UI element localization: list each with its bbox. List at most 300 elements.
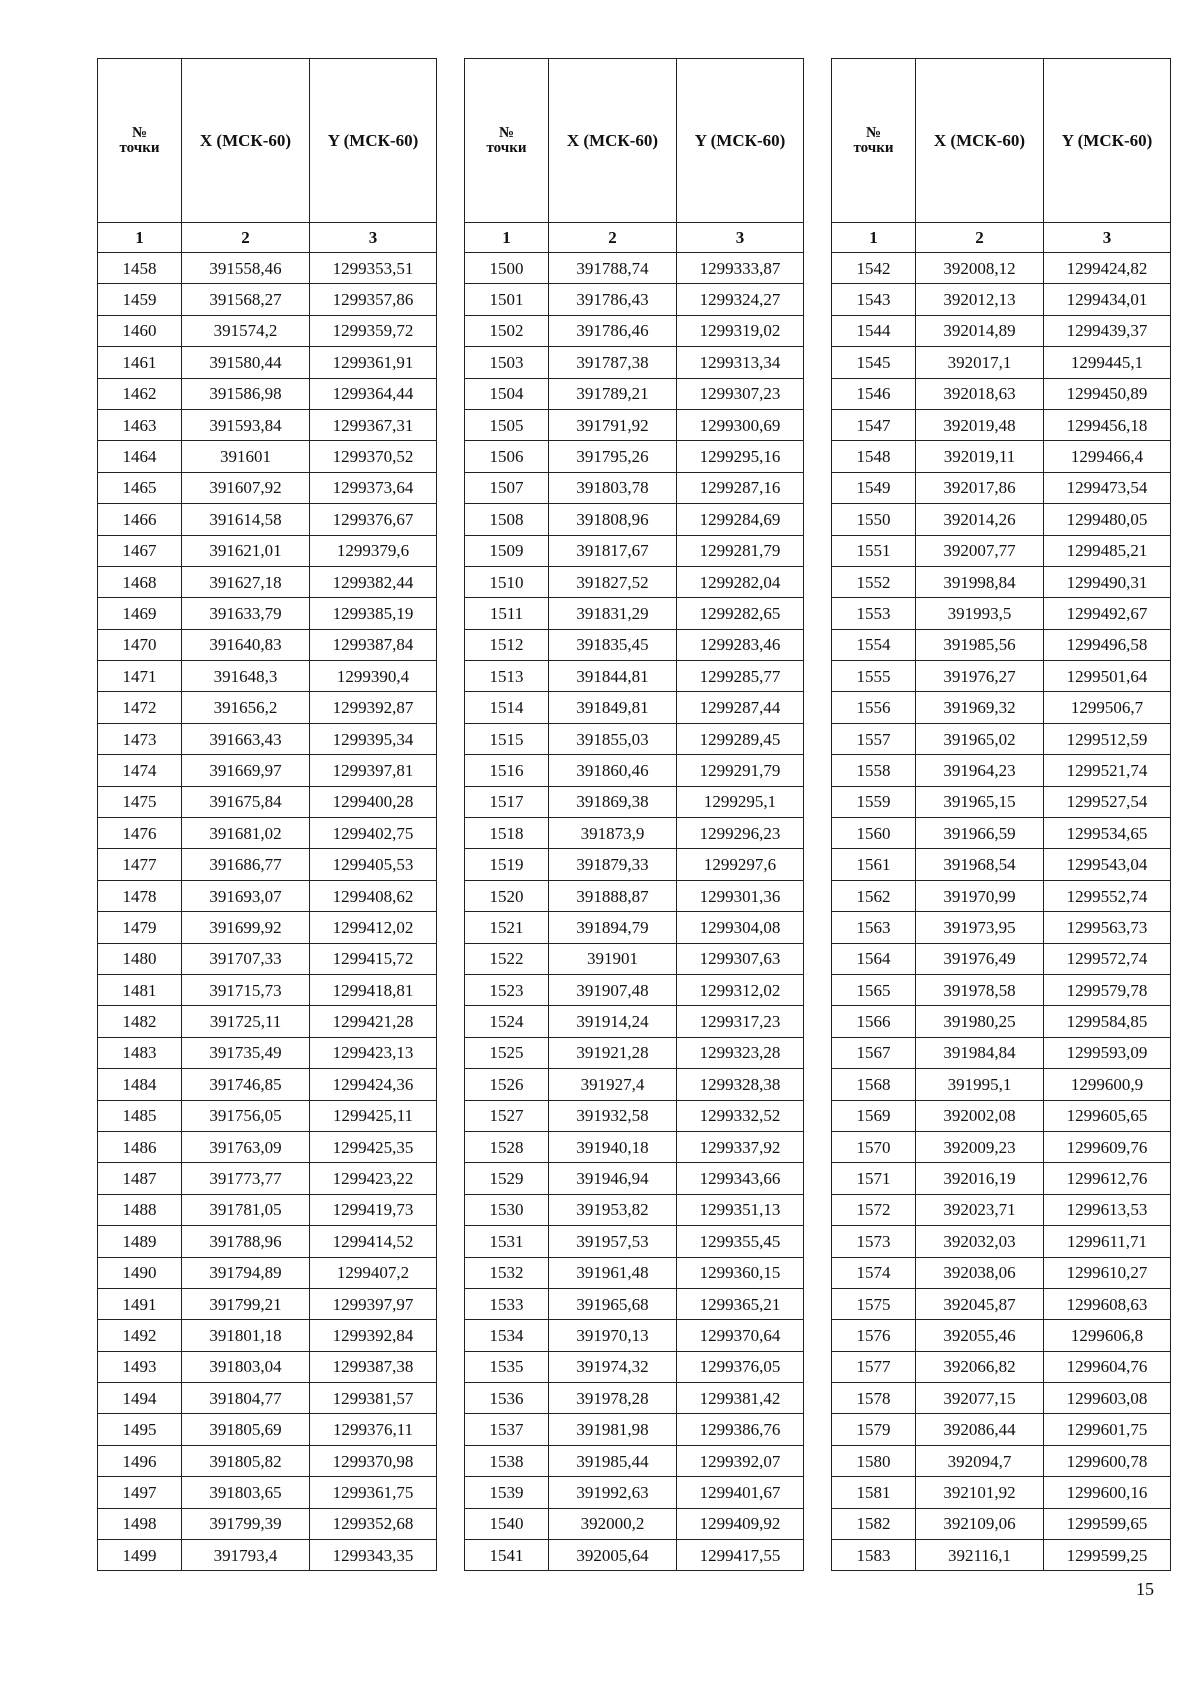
- x-coordinate-cell: 392109,06: [916, 1508, 1044, 1539]
- table-row: [465, 723, 804, 754]
- y-coordinate-cell: 1299610,27: [1044, 1257, 1171, 1288]
- x-coordinate-cell: 391786,43: [549, 284, 677, 315]
- point-number-cell: 1542: [832, 253, 916, 284]
- y-coordinate-cell: 1299387,38: [310, 1351, 437, 1382]
- x-coordinate-cell: 392000,2: [549, 1508, 677, 1539]
- table-row: [98, 504, 437, 535]
- y-coordinate-cell: 1299357,86: [310, 284, 437, 315]
- y-coordinate-cell: 1299370,52: [310, 441, 437, 472]
- x-coordinate-cell: 391844,81: [549, 661, 677, 692]
- point-number-cell: 1582: [832, 1508, 916, 1539]
- point-number-cell: 1522: [465, 943, 549, 974]
- x-coordinate-cell: 391978,28: [549, 1383, 677, 1414]
- table-row: [465, 504, 804, 535]
- table-row: [465, 974, 804, 1005]
- y-coordinate-header: Y (МСК-60): [1044, 59, 1171, 223]
- column-number-1: 1: [465, 223, 549, 253]
- table-row: [98, 1477, 437, 1508]
- table-row: [465, 1226, 804, 1257]
- point-number-cell: 1473: [98, 723, 182, 754]
- y-coordinate-cell: 1299543,04: [1044, 849, 1171, 880]
- y-coordinate-cell: 1299317,23: [677, 1006, 804, 1037]
- x-coordinate-cell: 391973,95: [916, 912, 1044, 943]
- column-number-1: 1: [832, 223, 916, 253]
- x-coordinate-header: X (МСК-60): [182, 59, 310, 223]
- table-row: [832, 1320, 1171, 1351]
- point-number-cell: 1496: [98, 1445, 182, 1476]
- table-row: [832, 441, 1171, 472]
- x-coordinate-cell: 391957,53: [549, 1226, 677, 1257]
- point-number-cell: 1468: [98, 566, 182, 597]
- table-row: [465, 1257, 804, 1288]
- point-number-cell: 1569: [832, 1100, 916, 1131]
- y-coordinate-cell: 1299418,81: [310, 974, 437, 1005]
- y-coordinate-cell: 1299367,31: [310, 409, 437, 440]
- x-coordinate-cell: 391781,05: [182, 1194, 310, 1225]
- x-coordinate-cell: 392094,7: [916, 1445, 1044, 1476]
- table-row: [465, 1540, 804, 1571]
- table-row: [98, 849, 437, 880]
- coordinates-table-3: [831, 58, 1171, 1571]
- y-coordinate-cell: 1299376,11: [310, 1414, 437, 1445]
- x-coordinate-cell: 391965,02: [916, 723, 1044, 754]
- column-number-3: 3: [1044, 223, 1171, 253]
- table-row: [465, 1445, 804, 1476]
- y-coordinate-cell: 1299552,74: [1044, 880, 1171, 911]
- point-number-cell: 1505: [465, 409, 549, 440]
- table-row: [832, 880, 1171, 911]
- x-coordinate-cell: 391953,82: [549, 1194, 677, 1225]
- x-coordinate-cell: 391940,18: [549, 1131, 677, 1162]
- y-coordinate-cell: 1299390,4: [310, 661, 437, 692]
- y-coordinate-cell: 1299402,75: [310, 818, 437, 849]
- x-coordinate-cell: 391969,32: [916, 692, 1044, 723]
- table-row: [465, 472, 804, 503]
- y-coordinate-cell: 1299612,76: [1044, 1163, 1171, 1194]
- y-coordinate-cell: 1299601,75: [1044, 1414, 1171, 1445]
- table-row: [832, 1226, 1171, 1257]
- x-coordinate-cell: 391879,33: [549, 849, 677, 880]
- point-number-cell: 1538: [465, 1445, 549, 1476]
- point-number-cell: 1536: [465, 1383, 549, 1414]
- table-row: [98, 378, 437, 409]
- point-number-cell: 1565: [832, 974, 916, 1005]
- table-row: [465, 378, 804, 409]
- x-coordinate-cell: 392055,46: [916, 1320, 1044, 1351]
- table-row: [832, 378, 1171, 409]
- point-number-cell: 1572: [832, 1194, 916, 1225]
- point-number-cell: 1486: [98, 1131, 182, 1162]
- y-coordinate-cell: 1299332,52: [677, 1100, 804, 1131]
- x-coordinate-cell: 391831,29: [549, 598, 677, 629]
- x-coordinate-cell: 391795,26: [549, 441, 677, 472]
- x-coordinate-cell: 392016,19: [916, 1163, 1044, 1194]
- table-row: [98, 535, 437, 566]
- y-coordinate-cell: 1299395,34: [310, 723, 437, 754]
- table-row: [98, 1037, 437, 1068]
- point-number-cell: 1554: [832, 629, 916, 660]
- point-number-cell: 1556: [832, 692, 916, 723]
- table-row: [98, 1414, 437, 1445]
- point-number-cell: 1568: [832, 1069, 916, 1100]
- y-coordinate-cell: 1299603,08: [1044, 1383, 1171, 1414]
- point-number-cell: 1543: [832, 284, 916, 315]
- table-row: [832, 629, 1171, 660]
- table-row: [832, 755, 1171, 786]
- table-header-row: [465, 59, 804, 223]
- x-coordinate-cell: 391788,96: [182, 1226, 310, 1257]
- y-coordinate-cell: 1299287,44: [677, 692, 804, 723]
- y-coordinate-cell: 1299425,11: [310, 1100, 437, 1131]
- x-coordinate-cell: 391803,65: [182, 1477, 310, 1508]
- y-coordinate-cell: 1299285,77: [677, 661, 804, 692]
- table-row: [832, 818, 1171, 849]
- x-coordinate-cell: 392032,03: [916, 1226, 1044, 1257]
- x-coordinate-cell: 391805,69: [182, 1414, 310, 1445]
- table-row: [98, 284, 437, 315]
- table-row: [832, 943, 1171, 974]
- point-number-cell: 1464: [98, 441, 182, 472]
- table-row: [832, 786, 1171, 817]
- y-coordinate-cell: 1299408,62: [310, 880, 437, 911]
- point-number-cell: 1467: [98, 535, 182, 566]
- point-number-cell: 1487: [98, 1163, 182, 1194]
- x-coordinate-cell: 391860,46: [549, 755, 677, 786]
- point-number-cell: 1527: [465, 1100, 549, 1131]
- point-number-cell: 1497: [98, 1477, 182, 1508]
- x-coordinate-cell: 391873,9: [549, 818, 677, 849]
- point-number-header: № точки: [465, 59, 549, 223]
- x-coordinate-cell: 392116,1: [916, 1540, 1044, 1571]
- y-coordinate-cell: 1299445,1: [1044, 347, 1171, 378]
- table-row: [832, 1069, 1171, 1100]
- point-number-cell: 1545: [832, 347, 916, 378]
- point-number-cell: 1493: [98, 1351, 182, 1382]
- y-coordinate-cell: 1299608,63: [1044, 1288, 1171, 1319]
- table-row: [465, 1288, 804, 1319]
- y-coordinate-cell: 1299313,34: [677, 347, 804, 378]
- point-number-cell: 1512: [465, 629, 549, 660]
- y-coordinate-cell: 1299373,64: [310, 472, 437, 503]
- point-number-cell: 1537: [465, 1414, 549, 1445]
- table-row: [98, 1006, 437, 1037]
- x-coordinate-cell: 392017,86: [916, 472, 1044, 503]
- column-number-2: 2: [182, 223, 310, 253]
- y-coordinate-cell: 1299609,76: [1044, 1131, 1171, 1162]
- column-number-row: [832, 223, 1171, 253]
- x-coordinate-header: X (МСК-60): [549, 59, 677, 223]
- table-row: [832, 253, 1171, 284]
- point-number-cell: 1506: [465, 441, 549, 472]
- y-coordinate-cell: 1299473,54: [1044, 472, 1171, 503]
- table-row: [98, 943, 437, 974]
- table-row: [832, 974, 1171, 1005]
- point-number-cell: 1508: [465, 504, 549, 535]
- point-number-cell: 1519: [465, 849, 549, 880]
- y-coordinate-cell: 1299360,15: [677, 1257, 804, 1288]
- x-coordinate-cell: 391580,44: [182, 347, 310, 378]
- x-coordinate-cell: 391663,43: [182, 723, 310, 754]
- table-row: [832, 1037, 1171, 1068]
- point-number-cell: 1494: [98, 1383, 182, 1414]
- y-coordinate-cell: 1299361,91: [310, 347, 437, 378]
- table-row: [832, 598, 1171, 629]
- table-row: [465, 943, 804, 974]
- y-coordinate-cell: 1299423,13: [310, 1037, 437, 1068]
- x-coordinate-header: X (МСК-60): [916, 59, 1044, 223]
- x-coordinate-cell: 391627,18: [182, 566, 310, 597]
- table-row: [465, 253, 804, 284]
- point-number-cell: 1511: [465, 598, 549, 629]
- point-number-cell: 1528: [465, 1131, 549, 1162]
- point-number-cell: 1458: [98, 253, 182, 284]
- coordinates-table-2: [464, 58, 804, 1571]
- x-coordinate-cell: 391980,25: [916, 1006, 1044, 1037]
- table-row: [832, 472, 1171, 503]
- y-coordinate-cell: 1299386,76: [677, 1414, 804, 1445]
- y-coordinate-cell: 1299405,53: [310, 849, 437, 880]
- y-coordinate-cell: 1299307,63: [677, 943, 804, 974]
- x-coordinate-cell: 391978,58: [916, 974, 1044, 1005]
- point-number-cell: 1578: [832, 1383, 916, 1414]
- x-coordinate-cell: 392019,48: [916, 409, 1044, 440]
- point-number-cell: 1509: [465, 535, 549, 566]
- y-coordinate-cell: 1299485,21: [1044, 535, 1171, 566]
- table-row: [832, 849, 1171, 880]
- table-row: [832, 566, 1171, 597]
- x-coordinate-cell: 391794,89: [182, 1257, 310, 1288]
- x-coordinate-cell: 391869,38: [549, 786, 677, 817]
- y-coordinate-cell: 1299572,74: [1044, 943, 1171, 974]
- y-coordinate-cell: 1299352,68: [310, 1508, 437, 1539]
- y-coordinate-cell: 1299297,6: [677, 849, 804, 880]
- point-number-cell: 1524: [465, 1006, 549, 1037]
- table-body: [465, 253, 804, 1571]
- y-coordinate-cell: 1299466,4: [1044, 441, 1171, 472]
- y-coordinate-cell: 1299361,75: [310, 1477, 437, 1508]
- point-number-cell: 1490: [98, 1257, 182, 1288]
- y-coordinate-cell: 1299376,67: [310, 504, 437, 535]
- point-number-cell: 1515: [465, 723, 549, 754]
- table-row: [465, 1006, 804, 1037]
- table-row: [832, 661, 1171, 692]
- y-coordinate-cell: 1299425,35: [310, 1131, 437, 1162]
- x-coordinate-cell: 391715,73: [182, 974, 310, 1005]
- point-number-cell: 1567: [832, 1037, 916, 1068]
- y-coordinate-cell: 1299289,45: [677, 723, 804, 754]
- x-coordinate-cell: 391974,32: [549, 1351, 677, 1382]
- x-coordinate-cell: 391791,92: [549, 409, 677, 440]
- x-coordinate-cell: 391981,98: [549, 1414, 677, 1445]
- x-coordinate-cell: 391801,18: [182, 1320, 310, 1351]
- x-coordinate-cell: 391927,4: [549, 1069, 677, 1100]
- x-coordinate-cell: 392077,15: [916, 1383, 1044, 1414]
- x-coordinate-cell: 391894,79: [549, 912, 677, 943]
- x-coordinate-cell: 391855,03: [549, 723, 677, 754]
- y-coordinate-cell: 1299599,25: [1044, 1540, 1171, 1571]
- x-coordinate-cell: 391607,92: [182, 472, 310, 503]
- point-number-cell: 1485: [98, 1100, 182, 1131]
- table-row: [465, 1100, 804, 1131]
- table-row: [465, 661, 804, 692]
- point-number-cell: 1532: [465, 1257, 549, 1288]
- table-row: [465, 755, 804, 786]
- y-coordinate-cell: 1299434,01: [1044, 284, 1171, 315]
- x-coordinate-cell: 392014,89: [916, 315, 1044, 346]
- point-number-cell: 1548: [832, 441, 916, 472]
- y-coordinate-cell: 1299296,23: [677, 818, 804, 849]
- column-number-row: [465, 223, 804, 253]
- x-coordinate-cell: 391763,09: [182, 1131, 310, 1162]
- table-row: [98, 755, 437, 786]
- x-coordinate-cell: 391803,04: [182, 1351, 310, 1382]
- table-row: [98, 472, 437, 503]
- table-row: [832, 912, 1171, 943]
- point-number-cell: 1557: [832, 723, 916, 754]
- y-coordinate-cell: 1299323,28: [677, 1037, 804, 1068]
- y-coordinate-cell: 1299370,98: [310, 1445, 437, 1476]
- y-coordinate-cell: 1299456,18: [1044, 409, 1171, 440]
- point-number-cell: 1577: [832, 1351, 916, 1382]
- x-coordinate-cell: 391992,63: [549, 1477, 677, 1508]
- coordinates-table-1: [97, 58, 437, 1571]
- column-number-2: 2: [916, 223, 1044, 253]
- point-number-cell: 1571: [832, 1163, 916, 1194]
- table-row: [98, 1540, 437, 1571]
- x-coordinate-cell: 391907,48: [549, 974, 677, 1005]
- x-coordinate-cell: 391656,2: [182, 692, 310, 723]
- x-coordinate-cell: 391985,56: [916, 629, 1044, 660]
- x-coordinate-cell: 391681,02: [182, 818, 310, 849]
- point-number-cell: 1520: [465, 880, 549, 911]
- x-coordinate-cell: 391593,84: [182, 409, 310, 440]
- y-coordinate-cell: 1299287,16: [677, 472, 804, 503]
- x-coordinate-cell: 391699,92: [182, 912, 310, 943]
- table-row: [98, 1383, 437, 1414]
- y-coordinate-cell: 1299397,81: [310, 755, 437, 786]
- table-row: [98, 818, 437, 849]
- point-number-cell: 1559: [832, 786, 916, 817]
- x-coordinate-cell: 391984,84: [916, 1037, 1044, 1068]
- table-row: [832, 1194, 1171, 1225]
- table-row: [465, 912, 804, 943]
- point-number-cell: 1541: [465, 1540, 549, 1571]
- point-number-cell: 1479: [98, 912, 182, 943]
- x-coordinate-cell: 391965,68: [549, 1288, 677, 1319]
- point-number-cell: 1566: [832, 1006, 916, 1037]
- y-coordinate-cell: 1299359,72: [310, 315, 437, 346]
- table-row: [832, 315, 1171, 346]
- table-row: [832, 692, 1171, 723]
- point-number-cell: 1492: [98, 1320, 182, 1351]
- table-row: [832, 1477, 1171, 1508]
- column-number-1: 1: [98, 223, 182, 253]
- y-coordinate-cell: 1299385,19: [310, 598, 437, 629]
- point-number-cell: 1514: [465, 692, 549, 723]
- y-coordinate-cell: 1299584,85: [1044, 1006, 1171, 1037]
- y-coordinate-cell: 1299534,65: [1044, 818, 1171, 849]
- column-number-3: 3: [310, 223, 437, 253]
- x-coordinate-cell: 391835,45: [549, 629, 677, 660]
- table-row: [465, 1069, 804, 1100]
- x-coordinate-cell: 391921,28: [549, 1037, 677, 1068]
- x-coordinate-cell: 392045,87: [916, 1288, 1044, 1319]
- point-number-cell: 1550: [832, 504, 916, 535]
- table-row: [832, 1006, 1171, 1037]
- y-coordinate-cell: 1299365,21: [677, 1288, 804, 1319]
- y-coordinate-cell: 1299490,31: [1044, 566, 1171, 597]
- y-coordinate-cell: 1299387,84: [310, 629, 437, 660]
- y-coordinate-cell: 1299599,65: [1044, 1508, 1171, 1539]
- point-number-cell: 1563: [832, 912, 916, 943]
- point-number-cell: 1471: [98, 661, 182, 692]
- x-coordinate-cell: 391725,11: [182, 1006, 310, 1037]
- table-row: [465, 1351, 804, 1382]
- x-coordinate-cell: 391669,97: [182, 755, 310, 786]
- y-coordinate-cell: 1299324,27: [677, 284, 804, 315]
- point-number-cell: 1553: [832, 598, 916, 629]
- table-row: [98, 1445, 437, 1476]
- y-coordinate-cell: 1299392,07: [677, 1445, 804, 1476]
- y-coordinate-cell: 1299501,64: [1044, 661, 1171, 692]
- point-number-cell: 1583: [832, 1540, 916, 1571]
- x-coordinate-cell: 391756,05: [182, 1100, 310, 1131]
- table-row: [98, 629, 437, 660]
- column-number-row: [98, 223, 437, 253]
- x-coordinate-cell: 391707,33: [182, 943, 310, 974]
- point-number-cell: 1474: [98, 755, 182, 786]
- table-row: [98, 1163, 437, 1194]
- point-number-cell: 1463: [98, 409, 182, 440]
- point-number-cell: 1547: [832, 409, 916, 440]
- point-number-cell: 1576: [832, 1320, 916, 1351]
- x-coordinate-cell: 391675,84: [182, 786, 310, 817]
- table-row: [832, 284, 1171, 315]
- x-coordinate-cell: 391773,77: [182, 1163, 310, 1194]
- point-number-cell: 1561: [832, 849, 916, 880]
- point-number-cell: 1462: [98, 378, 182, 409]
- table-row: [465, 1508, 804, 1539]
- y-coordinate-cell: 1299512,59: [1044, 723, 1171, 754]
- y-coordinate-cell: 1299283,46: [677, 629, 804, 660]
- column-number-2: 2: [549, 223, 677, 253]
- x-coordinate-cell: 391965,15: [916, 786, 1044, 817]
- y-coordinate-cell: 1299401,67: [677, 1477, 804, 1508]
- x-coordinate-cell: 391601: [182, 441, 310, 472]
- y-coordinate-cell: 1299439,37: [1044, 315, 1171, 346]
- y-coordinate-cell: 1299370,64: [677, 1320, 804, 1351]
- x-coordinate-cell: 391558,46: [182, 253, 310, 284]
- y-coordinate-cell: 1299355,45: [677, 1226, 804, 1257]
- point-number-cell: 1461: [98, 347, 182, 378]
- point-number-cell: 1518: [465, 818, 549, 849]
- point-number-cell: 1534: [465, 1320, 549, 1351]
- y-coordinate-cell: 1299364,44: [310, 378, 437, 409]
- table-row: [98, 786, 437, 817]
- y-coordinate-cell: 1299397,97: [310, 1288, 437, 1319]
- point-number-cell: 1570: [832, 1131, 916, 1162]
- point-number-cell: 1513: [465, 661, 549, 692]
- point-number-cell: 1459: [98, 284, 182, 315]
- y-coordinate-cell: 1299351,13: [677, 1194, 804, 1225]
- y-coordinate-cell: 1299611,71: [1044, 1226, 1171, 1257]
- y-coordinate-cell: 1299333,87: [677, 253, 804, 284]
- point-number-cell: 1472: [98, 692, 182, 723]
- table-row: [465, 441, 804, 472]
- point-number-cell: 1558: [832, 755, 916, 786]
- x-coordinate-cell: 391568,27: [182, 284, 310, 315]
- point-number-cell: 1551: [832, 535, 916, 566]
